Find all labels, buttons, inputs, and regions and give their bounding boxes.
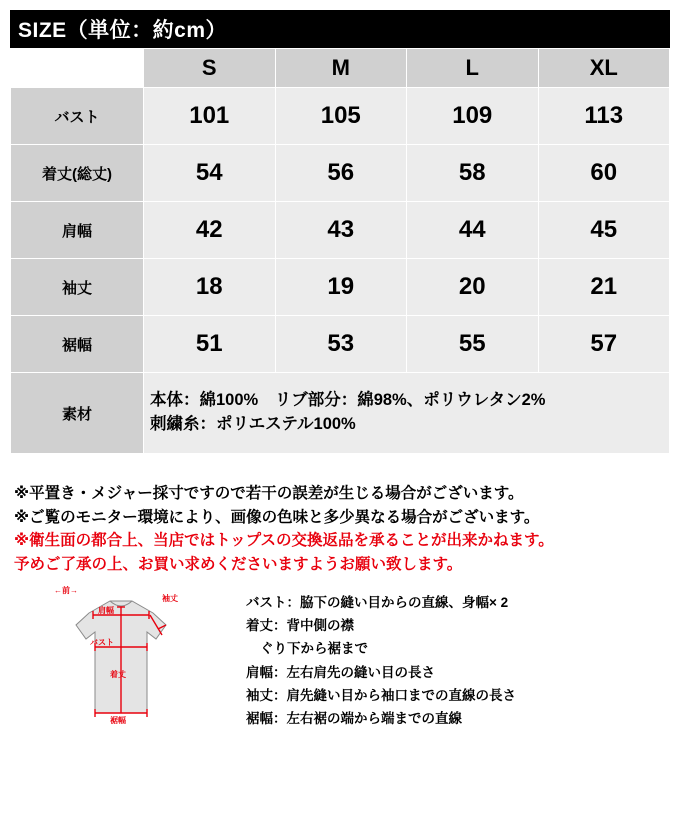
cell-bust-m: 105 xyxy=(275,88,407,145)
cell-length-l: 58 xyxy=(407,145,539,202)
definition-length-cont: ぐり下から裾まで xyxy=(260,641,368,657)
figure-label-sleeve: 袖丈 xyxy=(162,594,178,603)
row-header-hem: 裾幅 xyxy=(11,316,144,373)
notes-block xyxy=(14,482,674,576)
row-header-material: 素材 xyxy=(11,373,144,454)
cell-shoulder-l: 44 xyxy=(407,202,539,259)
cell-sleeve-l: 20 xyxy=(407,259,539,316)
cell-bust-l: 109 xyxy=(407,88,539,145)
tshirt-illustration-svg xyxy=(14,585,246,735)
figure-label-shoulder: 肩幅 xyxy=(98,606,114,615)
material-line-1: 本体：綿100% リブ部分：綿98%、ポリウレタン2% xyxy=(150,391,546,410)
cell-hem-s: 51 xyxy=(144,316,276,373)
table-row-material xyxy=(11,373,670,454)
page-title: SIZE（単位：約cm） xyxy=(10,10,670,48)
table-row xyxy=(11,88,670,145)
note-line-4: 予めご了承の上、お買い求めくださいますようお願い致します。 xyxy=(14,555,463,573)
cell-bust-xl: 113 xyxy=(538,88,670,145)
table-header-row xyxy=(11,49,670,88)
definition-bust: バスト：脇下の縫い目からの直線、身幅× 2 xyxy=(246,595,509,610)
cell-length-xl: 60 xyxy=(538,145,670,202)
definition-length: 着丈：背中側の襟 xyxy=(246,618,354,634)
figure-label-length: 着丈 xyxy=(110,670,126,679)
cell-sleeve-s: 18 xyxy=(144,259,276,316)
cell-shoulder-m: 43 xyxy=(275,202,407,259)
column-header-xl: XL xyxy=(538,49,670,88)
tshirt-diagram xyxy=(14,585,246,735)
cell-bust-s: 101 xyxy=(144,88,276,145)
measurement-guide xyxy=(14,585,674,735)
table-row xyxy=(11,145,670,202)
table-row xyxy=(11,202,670,259)
row-header-length: 着丈(総丈) xyxy=(11,145,144,202)
cell-hem-xl: 57 xyxy=(538,316,670,373)
table-row xyxy=(11,259,670,316)
table-corner-cell xyxy=(11,49,144,88)
cell-length-s: 54 xyxy=(144,145,276,202)
definitions-list xyxy=(246,585,674,730)
row-header-bust: バスト xyxy=(11,88,144,145)
cell-sleeve-xl: 21 xyxy=(538,259,670,316)
row-header-sleeve: 袖丈 xyxy=(11,259,144,316)
definition-sleeve: 袖丈：肩先縫い目から袖口までの直線の長さ xyxy=(246,687,516,703)
figure-label-hem: 裾幅 xyxy=(110,716,126,725)
cell-shoulder-s: 42 xyxy=(144,202,276,259)
material-line-2: 刺繍糸：ポリエステル100% xyxy=(150,415,356,433)
column-header-s: S xyxy=(144,49,276,88)
cell-hem-m: 53 xyxy=(275,316,407,373)
note-line-1: ※平置き・メジャー採寸ですので若干の誤差が生じる場合がございます。 xyxy=(14,485,524,502)
cell-shoulder-xl: 45 xyxy=(538,202,670,259)
definition-shoulder: 肩幅：左右肩先の縫い目の長さ xyxy=(246,664,435,680)
note-line-2: ※ご覧のモニター環境により、画像の色味と多少異なる場合がございます。 xyxy=(14,508,540,526)
column-header-l: L xyxy=(407,49,539,88)
figure-label-front: ←前→ xyxy=(54,586,78,595)
table-row xyxy=(11,316,670,373)
size-table xyxy=(10,48,670,454)
figure-label-bust: バスト xyxy=(90,638,114,647)
cell-length-m: 56 xyxy=(275,145,407,202)
cell-material xyxy=(144,373,670,454)
cell-hem-l: 55 xyxy=(407,316,539,373)
cell-sleeve-m: 19 xyxy=(275,259,407,316)
column-header-m: M xyxy=(275,49,407,88)
note-line-3: ※衛生面の都合上、当店ではトップスの交換返品を承ることが出来かねます。 xyxy=(14,532,554,550)
row-header-shoulder: 肩幅 xyxy=(11,202,144,259)
definition-hem: 裾幅：左右裾の端から端までの直線 xyxy=(246,711,462,727)
